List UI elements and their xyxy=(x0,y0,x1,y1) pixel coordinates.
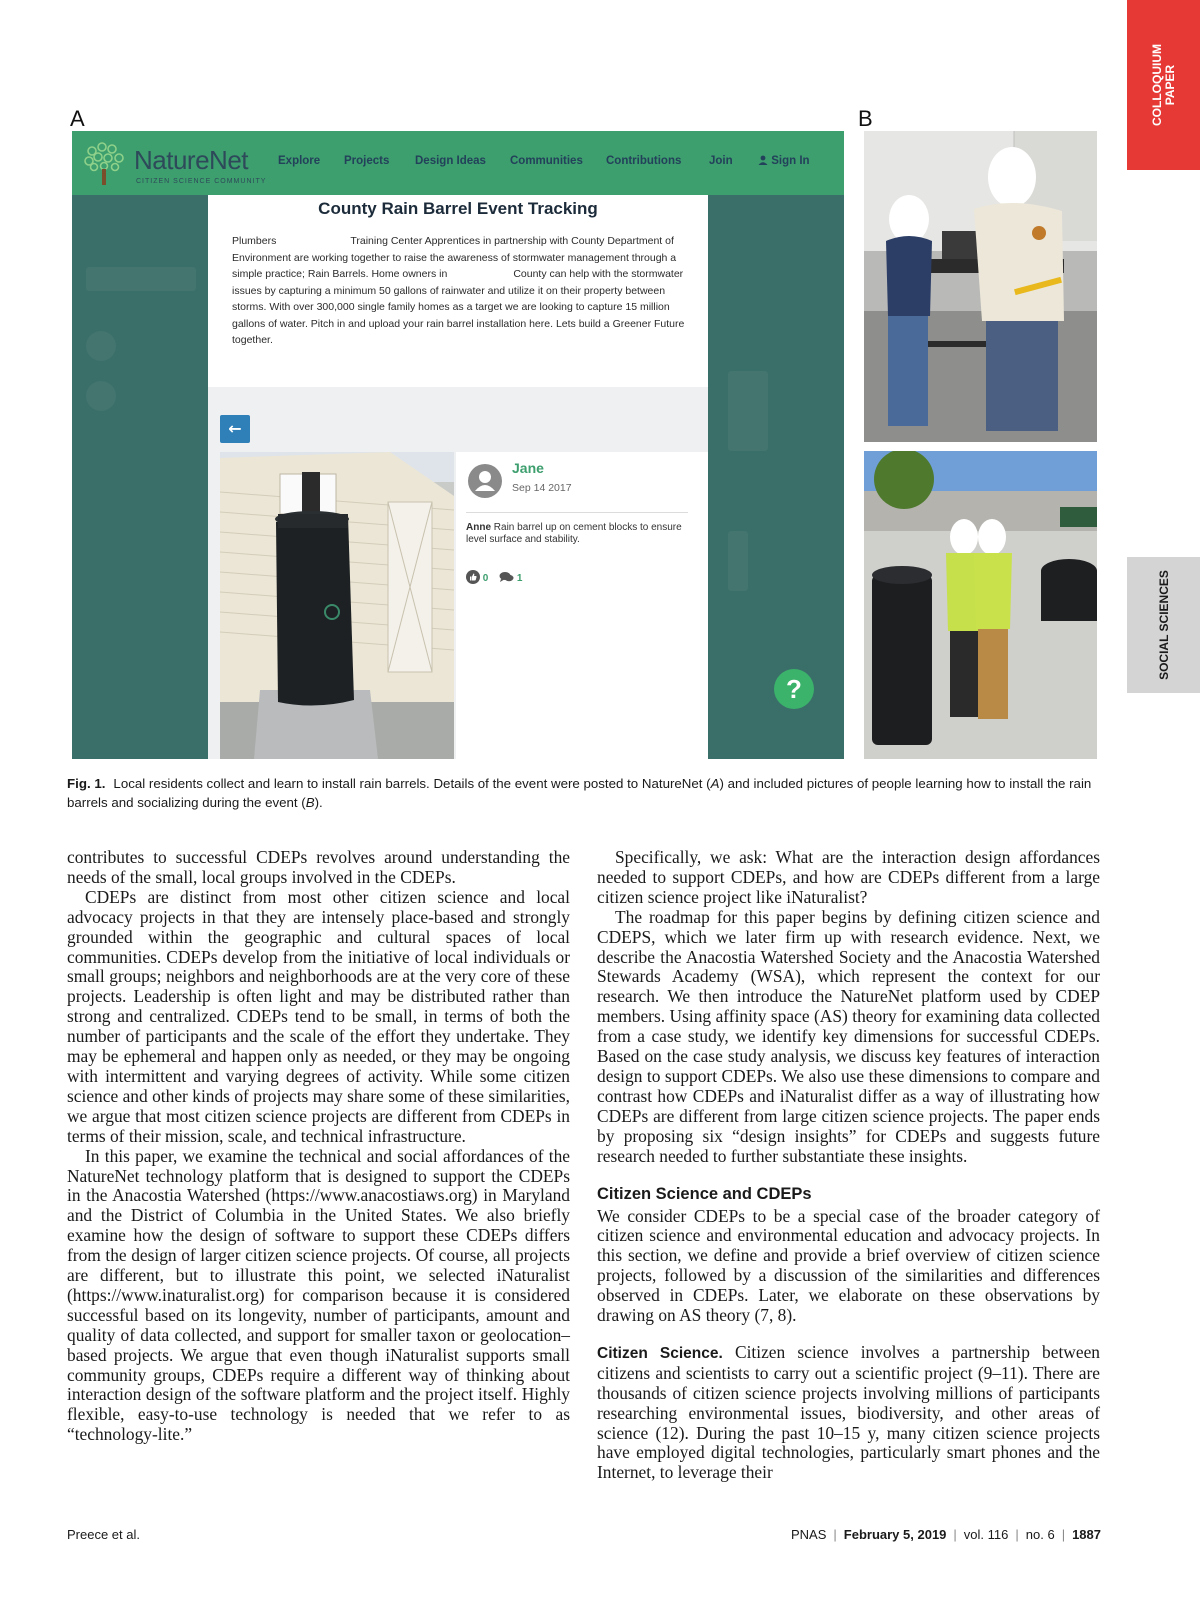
section-tab xyxy=(1127,557,1200,693)
page-number: 1887 xyxy=(1072,1527,1101,1542)
naturenet-header xyxy=(72,131,844,195)
comment-card xyxy=(456,452,708,759)
background-search-box xyxy=(86,267,196,291)
section-heading: Citizen Science and CDEPs xyxy=(597,1184,812,1203)
caption-text-3: ). xyxy=(314,795,323,810)
naturenet-tree-logo-icon xyxy=(82,141,126,187)
nav-sign-in[interactable] xyxy=(758,155,810,167)
avatar-icon xyxy=(468,464,502,498)
colloquium-paper-tab xyxy=(1127,0,1200,170)
publication-date: February 5, 2019 xyxy=(843,1527,947,1542)
event-photo-image xyxy=(864,451,1097,759)
comment-text: Rain barrel up on cement blocks to ensure level surface and stability. xyxy=(466,522,682,545)
footer-authors: Preece et al. xyxy=(67,1527,140,1542)
comment-count: 1 xyxy=(516,573,523,584)
modal-desc-part-3: County can help with the stormwater issues by capturing a minimum 50 gallons of rainwater and utilize it on their property between storms. With over 300,000 single family homes as a target we are looking to capture 15 million gallons of water. Pitch in and upload your rain barrel installation here. Lets build a Greener Future together. xyxy=(232,268,685,346)
body-column-right xyxy=(597,848,1100,1483)
panel-b-label: B xyxy=(858,106,873,131)
nav-explore[interactable]: Explore xyxy=(278,155,321,167)
modal-desc-part-1: Plumbers xyxy=(232,235,277,247)
paragraph: Specifically, we ask: What are the interaction design affordances needed to support CDEPs, and how are CDEPs different from a large citizen science project like iNaturalist? xyxy=(597,847,1100,907)
comment-body xyxy=(466,522,686,546)
caption-ref-b: B xyxy=(305,795,315,810)
journal-name: PNAS xyxy=(790,1527,827,1542)
paragraph: In this paper, we examine the technical and social affordances of the NatureNet technology platform that is designed to support the CDEPs in the Anacostia Watershed (https://www.anacostiaws.org) in Maryland and the District of Columbia in the United States. We also briefly examine how the design of software to support these CDEPs differs from the design of larger citizen science projects. Of course, all projects are different, but to illustrate this point, we selected iNaturalist (https://www.inaturalist.org) for comparison because it is considered successful based on its longevity, number of participants, amount and quality of data collected, and support for smaller taxon or geolocation–based projects. We argue that even though iNaturalist supports small community groups, CDEPs require a different way of thinking about interaction design of the software platform and the project itself. Highly flexible, easy-to-use technology is needed that we refer to as “technology-lite.” xyxy=(67,1145,570,1445)
section-label: SOCIAL SCIENCES xyxy=(1156,570,1171,680)
comment-divider xyxy=(466,512,688,513)
rain-barrel-photo xyxy=(220,452,454,759)
modal-title: County Rain Barrel Event Tracking xyxy=(318,199,598,218)
modal-description xyxy=(232,233,692,349)
arrow-left-icon: ← xyxy=(228,419,242,438)
paragraph: We consider CDEPs to be a special case of the broader category of citizen science and environmental education and advocacy projects. In this section, we define and provide a brief overview of citizen science projects, followed by a discussion of the similarities and differences observed in CDEPs. Later, we elaborate on these observations by drawing on AS theory (7, 8). xyxy=(597,1205,1100,1326)
issue: no. 6 xyxy=(1025,1527,1055,1542)
paragraph-text: Citizen science involves a partnership between citizens and scientists to carry out a scientific project (9–11). There are thousands of citizen science projects involving millions of participants researching environmental issues, biodiversity, and other areas of science (12). During the past 10–15 y, many citizen science projects have employed digital technologies, particularly smart phones and the Internet, to leverage their xyxy=(597,1341,1100,1483)
footer-citation: PNAS | February 5, 2019 | vol. 116 | no. 6 | 1887 xyxy=(790,1527,1101,1542)
observation-area xyxy=(208,387,708,759)
background-card xyxy=(728,371,768,451)
figure-panel-a-naturenet-screenshot xyxy=(72,131,844,759)
caption-text-1: Local residents collect and learn to install rain barrels. Details of the event were posted to NatureNet ( xyxy=(113,776,711,791)
paragraph: The roadmap for this paper begins by defining citizen science and CDEPS, which we later firm up with research evidence. Next, we describe the Anacostia Watershed Society and the Anacostia Watershed Stewards Academy (WSA), which represent the context for our research. We then introduce the NatureNet platform used by CDEP members. Using affinity space (AS) theory for examining data collected from a case study, we identify key dimensions for successful CDEPs. Based on the case study analysis, we discuss key features of interaction design to support CDEPs. We also use these dimensions to compare and contrast how CDEPs and iNaturalist differ as a way of illustrating how CDEPs are different from large citizen science projects. The paper ends by proposing six “design insights” for CDEPs and suggests future research needed to further substantiate these insights. xyxy=(597,906,1100,1166)
paragraph: CDEPs are distinct from most other citizen science and local advocacy projects in that they are intensely place-based and strongly grounded within the geographic and cultural spaces of local communities. CDEPs develop from the initiative of local individuals or small groups; neighbors and neighborhoods are at the very core of these projects. Leadership is often light and may be distributed rather than strong and centralized. CDEPs tend to be small, in terms of both the number of participants and the scale of the effort they undertake. They may be ephemeral and happen only as needed, or they may be ongoing with intermittent and varying degrees of activity. While some citizen science and other kinds of projects may share some of these similarities, we argue that most citizen science projects are different from CDEPs in terms of their mission, scale, and technical infrastructure. xyxy=(67,886,570,1146)
caption-text-2: ) and included pictures of people learning how to install the rain barrels and socializing during the event ( xyxy=(67,776,1092,810)
naturenet-logo-subtitle: CITIZEN SCIENCE COMMUNITY xyxy=(136,178,267,185)
nav-communities[interactable]: Communities xyxy=(510,155,583,167)
workshop-photo-image xyxy=(864,131,1097,442)
back-button[interactable] xyxy=(220,415,250,443)
paragraph: contributes to successful CDEPs revolves around understanding the needs of the small, local groups involved in the CDEPs. xyxy=(67,847,570,887)
subsection-heading: Citizen Science. xyxy=(597,1344,723,1362)
figure-panel-b-photo-workshop xyxy=(864,131,1097,442)
comment-username[interactable]: Jane xyxy=(512,460,544,476)
panel-a-label: A xyxy=(70,106,85,131)
volume: vol. 116 xyxy=(963,1527,1009,1542)
like-count: 0 xyxy=(482,573,489,584)
nav-projects[interactable]: Projects xyxy=(344,155,390,167)
thumbs-up-icon xyxy=(466,570,480,584)
rain-barrel-photo-image xyxy=(220,452,454,759)
naturenet-logo-text: NatureNet xyxy=(134,145,248,175)
modal-desc-part-2: Training Center Apprentices in partnership with County Department of Environment are working together to raise the awareness of stormwater management through a simple practice; Rain Barrels. Home owners in xyxy=(232,235,677,280)
figure-caption xyxy=(67,774,1100,812)
background-avatar xyxy=(86,381,116,411)
figure-label: Fig. 1. xyxy=(67,776,106,791)
paragraph xyxy=(597,1343,1100,1483)
figure-panel-b-photo-event xyxy=(864,451,1097,759)
project-modal xyxy=(208,195,708,759)
nav-design-ideas[interactable]: Design Ideas xyxy=(415,155,486,167)
nav-join[interactable]: Join xyxy=(709,155,733,167)
help-button[interactable] xyxy=(774,669,814,709)
question-mark-icon: ? xyxy=(786,674,802,704)
like-button[interactable] xyxy=(466,573,488,584)
comment-author: Anne xyxy=(466,522,491,533)
background-avatar xyxy=(86,331,116,361)
nav-contributions[interactable]: Contributions xyxy=(606,155,682,167)
user-icon xyxy=(758,155,768,165)
comments-icon xyxy=(499,571,514,583)
caption-ref-a: A xyxy=(710,776,720,791)
comment-date: Sep 14 2017 xyxy=(512,482,572,494)
user-silhouette-icon xyxy=(468,464,502,498)
sign-in-label: Sign In xyxy=(771,155,810,167)
comments-button[interactable] xyxy=(499,573,522,584)
body-column-left xyxy=(67,848,570,1445)
comment-stats xyxy=(466,570,522,584)
background-card xyxy=(728,531,748,591)
colloquium-paper-label: COLLOQUIUM PAPER xyxy=(1149,44,1177,126)
